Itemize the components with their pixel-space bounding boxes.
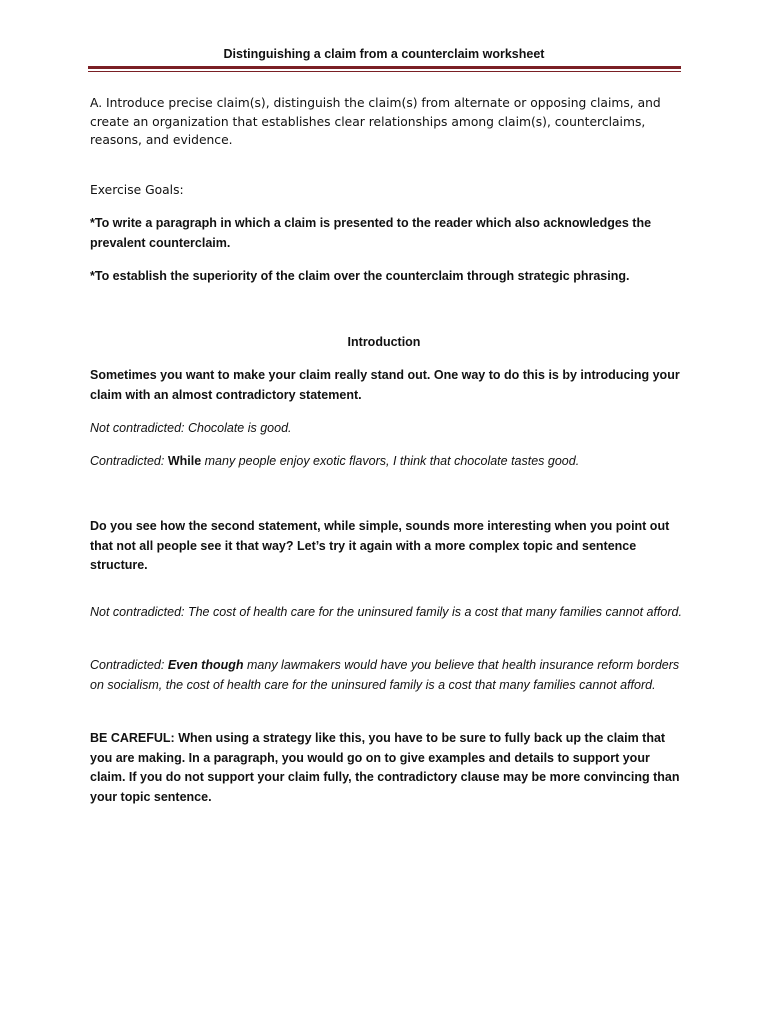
goal-two: *To establish the superiority of the claim over the counterclaim through strategic phrasing. [90,269,630,283]
example-one-keyword: While [167,454,202,468]
header-rule-thick [88,66,681,69]
intro-paragraph-one: Sometimes you want to make your claim really stand out. One way to do this is by introducing your claim with an almost contradictory statement. [90,368,680,402]
introduction-heading: Introduction [347,335,421,349]
be-careful-paragraph: BE CAREFUL: When using a strategy like this, you have to be sure to fully back up the claim that you are making. In a paragraph, you would go on to give examples and details to support your claim. If you do not support your claim fully, the contradictory clause may be more convincing than your topic sentence. [90,731,680,804]
example-one-rest: many people enjoy exotic flavors, I think that chocolate tastes good. [201,454,580,468]
page-header-title: Distinguishing a claim from a counterclaim worksheet [223,47,545,61]
example-one-not-contradicted: Not contradicted: Chocolate is good. [90,421,292,435]
example-two-keyword: Even though [167,658,244,672]
standard-statement: A. Introduce precise claim(s), distinguish the claim(s) from alternate or opposing claims, and create an organization that establishes clear relationships among claim(s), counterclaims, reasons, and evidence. [90,96,661,147]
example-two-rest: many lawmakers would have you believe that health insurance reform borders on socialism, the cost of health care for the uninsured family is a cost that many families cannot afford. [90,658,680,692]
example-one-prefix: Contradicted: [90,454,168,468]
example-two-prefix: Contradicted: [90,658,168,672]
example-two-contradicted [90,656,685,695]
goal-one: *To write a paragraph in which a claim is presented to the reader which also acknowledges the prevalent counterclaim. [90,216,652,250]
header-rule-thin [88,71,681,72]
example-two-not-contradicted: Not contradicted: The cost of health care for the uninsured family is a cost that many families cannot afford. [90,605,682,619]
intro-paragraph-two: Do you see how the second statement, while simple, sounds more interesting when you point out that not all people see it that way? Let’s try it again with a more complex topic and sentence structure. [90,519,670,572]
exercise-goals-heading: Exercise Goals: [90,183,184,197]
example-one-contradicted [90,452,685,472]
